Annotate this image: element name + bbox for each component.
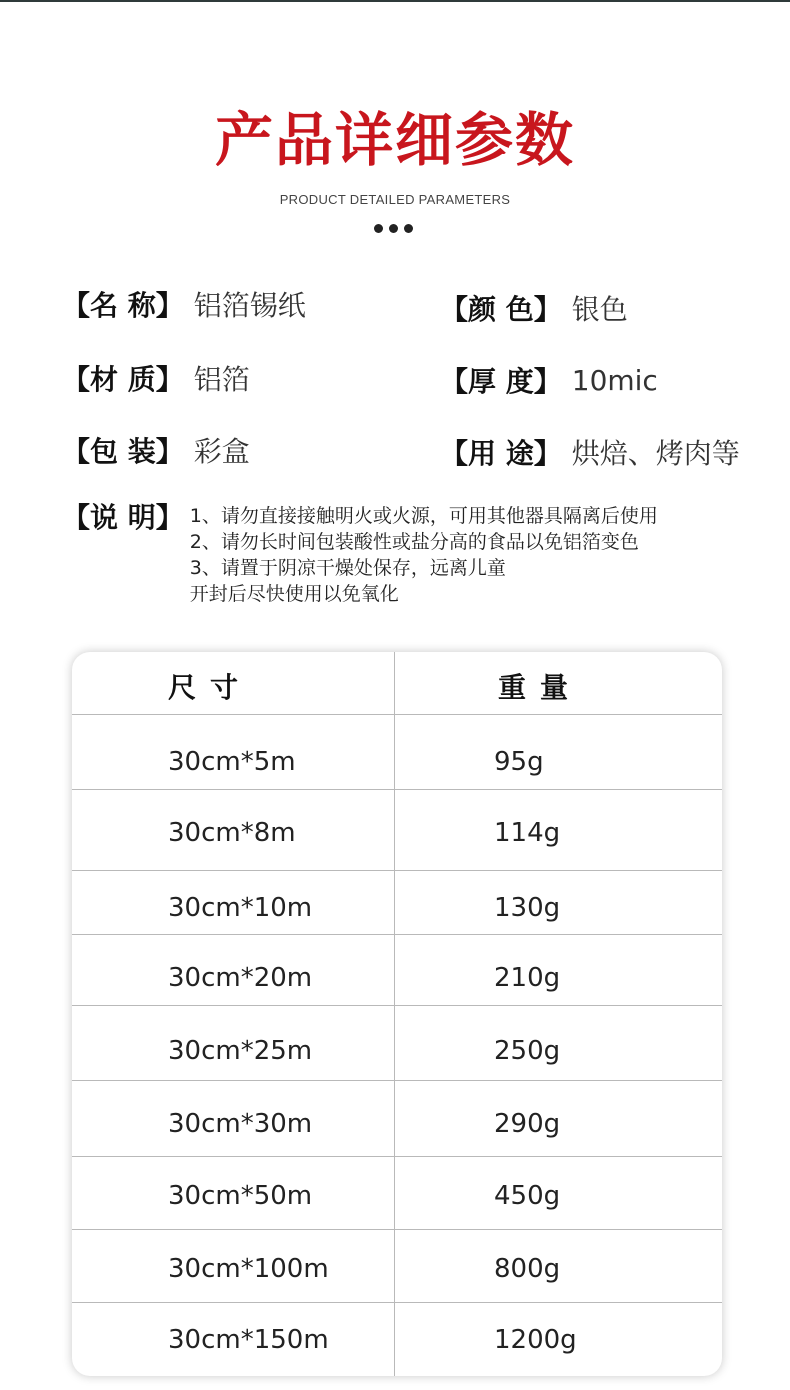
param-value: 铝箔: [193, 363, 250, 396]
param-color: [440, 288, 628, 328]
cell-weight: 114g: [494, 818, 561, 848]
table-row: [72, 935, 722, 1006]
cell-weight: 250g: [494, 1036, 561, 1066]
table-row: [72, 1303, 722, 1376]
header-size: 尺寸: [168, 671, 253, 704]
cell-size: 30cm*20m: [168, 963, 313, 993]
param-thickness: [440, 360, 658, 400]
cell-weight: 290g: [494, 1109, 561, 1139]
param-label: 【材 质】: [62, 363, 184, 396]
cell-size: 30cm*50m: [168, 1181, 313, 1211]
top-border-line: [0, 0, 790, 2]
param-label: 【名 称】: [62, 289, 184, 322]
cell-size: 30cm*10m: [168, 893, 313, 923]
cell-size: 30cm*8m: [168, 818, 296, 848]
param-value: 铝箔锡纸: [193, 289, 306, 322]
dot-icon: [374, 224, 383, 233]
table-row: [72, 1081, 722, 1157]
instruction-line: 2、请勿长时间包装酸性或盐分高的食品以免铝箔变色: [189, 531, 639, 553]
page-subtitle: PRODUCT DETAILED PARAMETERS: [279, 192, 511, 207]
instruction-line: 1、请勿直接接触明火或火源，可用其他器具隔离后使用: [189, 505, 658, 527]
param-material: [62, 358, 250, 398]
table-row: [72, 790, 722, 871]
table-row: [72, 1230, 722, 1303]
param-value: 烘焙、烤肉等: [571, 437, 740, 470]
param-value: 银色: [571, 293, 628, 326]
cell-size: 30cm*30m: [168, 1109, 313, 1139]
param-label: 【包 装】: [62, 435, 184, 468]
param-value: 彩盒: [193, 435, 250, 468]
cell-weight: 130g: [494, 893, 561, 923]
instructions-section: [62, 500, 658, 607]
cell-size: 30cm*5m: [168, 747, 296, 777]
instructions-label: 【说 明】: [62, 501, 184, 534]
param-value: 10mic: [571, 363, 658, 397]
param-usage: [440, 432, 740, 472]
table-row: [72, 715, 722, 790]
cell-weight: 450g: [494, 1181, 561, 1211]
param-packaging: [62, 430, 250, 470]
table-row: [72, 871, 722, 935]
table-row: [72, 1006, 722, 1081]
cell-weight: 95g: [494, 747, 544, 777]
cell-size: 30cm*150m: [168, 1325, 329, 1355]
table-row: [72, 1157, 722, 1230]
param-label: 【用 途】: [440, 437, 562, 470]
cell-size: 30cm*100m: [168, 1254, 329, 1284]
dot-icon: [404, 224, 413, 233]
instructions-text: [190, 500, 658, 607]
dot-icon: [389, 224, 398, 233]
spec-table: [72, 652, 722, 1376]
param-label: 【厚 度】: [440, 365, 562, 398]
header-weight: 重量: [498, 671, 583, 704]
instruction-line: 开封后尽快使用以免氧化: [189, 583, 399, 605]
decorative-dots: [374, 224, 413, 233]
param-name: [62, 284, 306, 324]
cell-size: 30cm*25m: [168, 1036, 313, 1066]
table-header: [72, 652, 722, 715]
cell-weight: 1200g: [494, 1325, 577, 1355]
page-title: 产品详细参数: [214, 106, 575, 174]
instruction-line: 3、请置于阴凉干燥处保存，远离儿童: [189, 557, 506, 579]
cell-weight: 800g: [494, 1254, 561, 1284]
cell-weight: 210g: [494, 963, 561, 993]
param-label: 【颜 色】: [440, 293, 562, 326]
